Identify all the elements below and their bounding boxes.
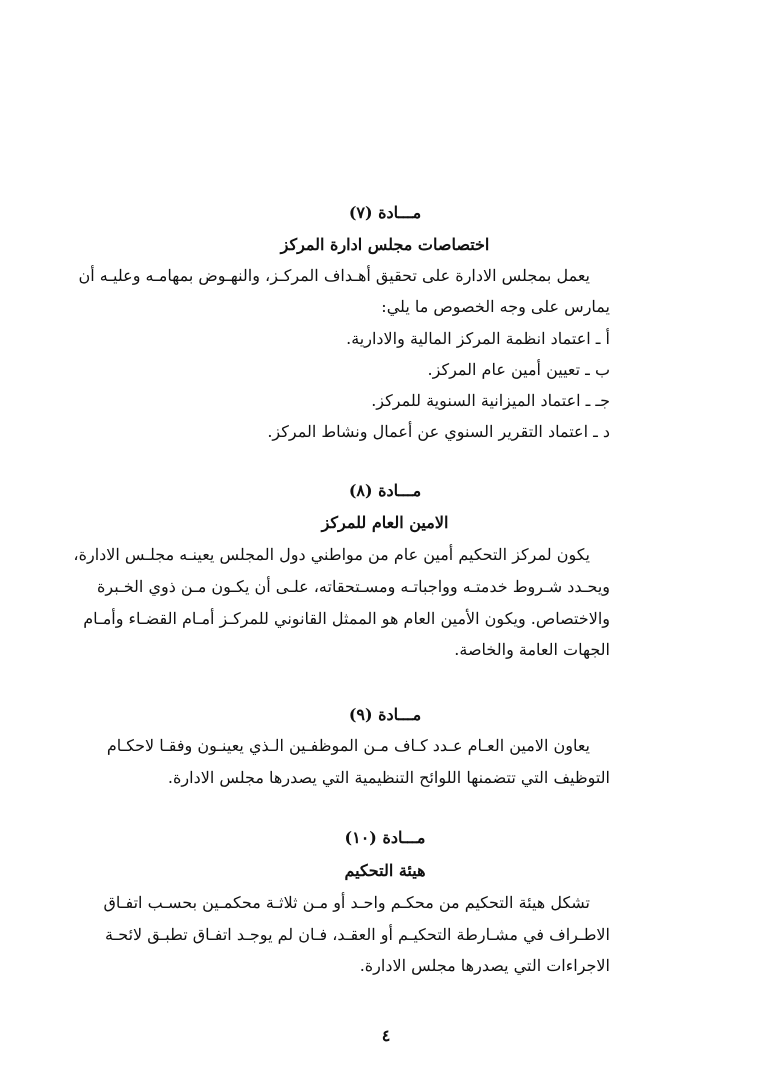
- paragraph-line: يمارس على وجه الخصوص ما يلي:: [381, 297, 610, 316]
- list-item: د ـ اعتماد التقرير السنوي عن أعمال ونشاط المركز.: [267, 422, 610, 441]
- paragraph-line: ويحـدد شـروط خدمتـه وواجباتـه ومسـتحقاته، علـى أن يكـون مـن ذوي الخـبرة: [96, 577, 610, 596]
- article-title: اختصاصات مجلس ادارة المركز: [280, 235, 490, 254]
- article-label: مـــادة (٧): [348, 203, 422, 222]
- article-title: الامين العام للمركز: [321, 513, 449, 532]
- paragraph-line: الجهات العامة والخاصة.: [454, 640, 610, 659]
- paragraph-line: يعاون الامين العـام عـدد كـاف مـن الموظفـين الـذي يعينـون وفقـا لاحكـام: [106, 736, 590, 755]
- article-label: مـــادة (٩): [348, 705, 422, 724]
- article-label: مـــادة (٨): [348, 481, 422, 500]
- page-number: ٤: [381, 1026, 391, 1045]
- list-item: أ ـ اعتماد انظمة المركز المالية والادارية.: [346, 329, 610, 348]
- article-title: هيئة التحكيم: [344, 861, 426, 880]
- paragraph-line: الاطـراف في مشـارطة التحكيـم أو العقـد، فـان لم يوجـد اتفـاق تطبـق لائحـة: [104, 925, 610, 944]
- paragraph-line: تشكل هيئة التحكيم من محكـم واحـد أو مـن ثلاثـة محكمـين بحسـب اتفـاق: [103, 893, 590, 912]
- list-item: جـ ـ اعتماد الميزانية السنوية للمركز.: [371, 391, 610, 410]
- list-item: ب ـ تعيين أمين عام المركز.: [427, 360, 610, 379]
- article-label: مـــادة (١٠): [344, 828, 426, 847]
- paragraph-line: يعمل بمجلس الادارة على تحقيق أهـداف المركـز، والنهـوض بمهامـه وعليـه أن: [78, 266, 590, 285]
- paragraph-line: الاجراءات التي يصدرها مجلس الادارة.: [359, 956, 610, 975]
- paragraph-line: التوظيف التي تتضمنها اللوائح التنظيمية التي يصدرها مجلس الادارة.: [167, 768, 610, 787]
- paragraph-line: والاختصاص. ويكون الأمين العام هو الممثل القانوني للمركـز أمـام القضـاء وأمـام: [83, 609, 610, 628]
- paragraph-line: يكون لمركز التحكيم أمين عام من مواطني دول المجلس يعينـه مجلـس الادارة،: [73, 545, 590, 564]
